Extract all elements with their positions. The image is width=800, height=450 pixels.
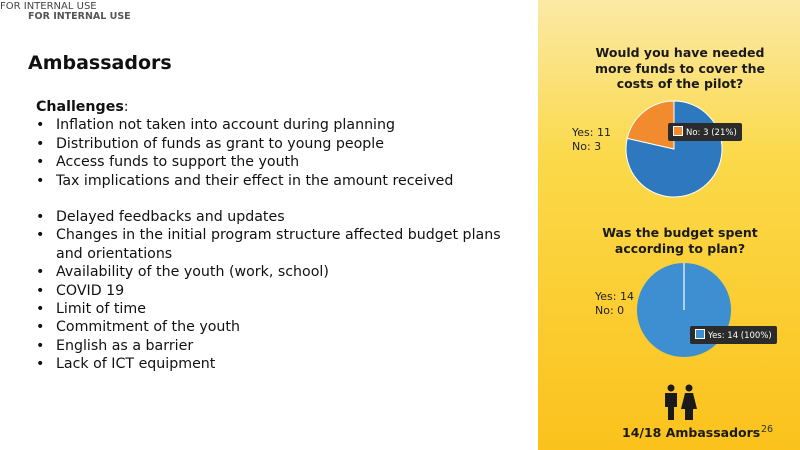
pie-slices (626, 101, 722, 197)
swatch-no (673, 126, 683, 136)
pie-chart-funds (624, 99, 724, 199)
data-label-no-text: No: 3 (21%) (686, 128, 737, 138)
chart-summary-funds (572, 126, 611, 154)
swatch-yes (695, 329, 705, 339)
chart-title-funds: Would you have needed more funds to cover the costs of the pilot? (595, 45, 765, 91)
chart-title-budget: Was the budget spent according to plan? (602, 225, 758, 256)
list-item: • Distribution of funds as grant to young people (36, 135, 516, 153)
data-label-no (668, 123, 742, 141)
slide-title: Ambassadors (28, 52, 172, 74)
list-item: • Lack of ICT equipment (36, 355, 516, 373)
chart-summary-budget (595, 290, 634, 318)
list-item: • COVID 19 (36, 282, 516, 300)
page-number: 26 (761, 424, 774, 435)
list-item: • Limit of time (36, 300, 516, 318)
classification-label-secondary: FOR INTERNAL USE (28, 11, 131, 22)
summary-no: No: 0 (595, 304, 625, 317)
data-label-yes-text: Yes: 14 (100%) (708, 331, 772, 341)
list-item: • Availability of the youth (work, school) (36, 263, 516, 281)
challenges-heading-colon: : (123, 99, 129, 115)
classification-label: FOR INTERNAL USE (0, 1, 97, 12)
pie-chart-budget (635, 261, 733, 359)
data-label-yes (690, 326, 777, 344)
list-item: • Commitment of the youth (36, 318, 516, 336)
challenges-heading: Challenges (36, 99, 124, 115)
ambassadors-count: 14/18 Ambassadors (622, 425, 761, 440)
challenges-heading-line (36, 98, 516, 116)
list-item: • English as a barrier (36, 337, 516, 355)
challenges-list-1 (36, 116, 516, 190)
people-icon (660, 384, 700, 422)
list-item: • Changes in the initial program structure affected budget plans and orientations (36, 226, 516, 263)
list-item: • Tax implications and their effect in the amount received (36, 172, 516, 190)
list-item: • Inflation not taken into account during planning (36, 116, 516, 134)
challenges-list-2 (36, 208, 516, 374)
challenges-section (36, 98, 516, 374)
list-spacer (36, 190, 516, 208)
summary-yes: Yes: 14 (595, 290, 634, 303)
summary-yes: Yes: 11 (572, 126, 611, 139)
list-item: • Access funds to support the youth (36, 153, 516, 171)
list-item: • Delayed feedbacks and updates (36, 208, 516, 226)
summary-no: No: 3 (572, 140, 602, 153)
